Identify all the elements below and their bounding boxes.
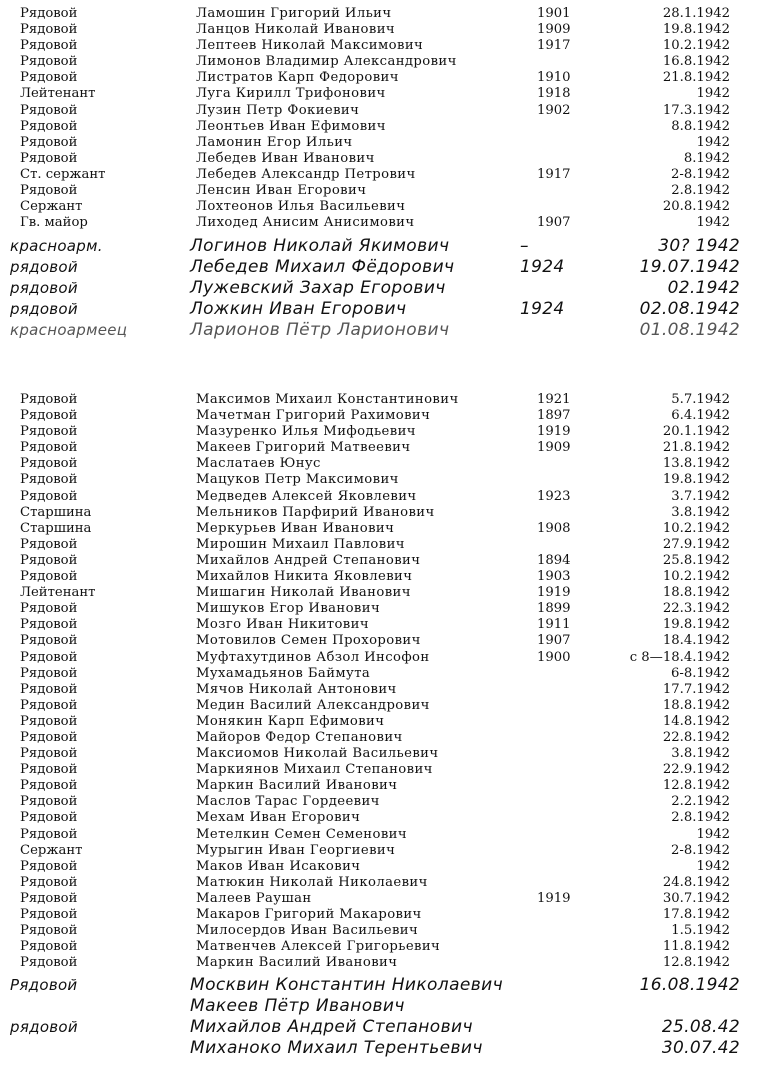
roster-entry [0,440,770,456]
entry-date: 17.3.1942 [662,102,730,118]
entry-rank: Гв. майор [20,215,88,231]
roster-entry [0,730,770,746]
entry-name: Лептеев Николай Максимович [196,38,424,54]
roster-entry [0,875,770,891]
entry-year: 1903 [537,569,571,585]
entry-date: 22.8.1942 [662,729,730,745]
entry-date: 22.9.1942 [662,762,730,778]
entry-date: 18.8.1942 [662,585,730,601]
roster-entry [0,392,770,408]
entry-name: Маслатаев Юнус [196,456,321,472]
roster-entry [0,778,770,794]
entry-name: Мячов Николай Антонович [196,681,397,697]
entry-date: 1942 [696,858,730,874]
entry-name: Лебедев Михаил Фёдорович [190,257,455,277]
entry-date: 1942 [696,826,730,842]
entry-rank: рядовой [10,300,78,318]
entry-name: Медин Василий Александрович [196,697,430,713]
entry-name: Михайлов Никита Яковлевич [196,569,413,585]
roster-entry [0,505,770,521]
entry-rank: Рядовой [20,22,78,38]
entry-name: Матюкин Николай Николаевич [196,874,428,890]
entry-date: 2.8.1942 [671,810,730,826]
entry-name: Москвин Константин Николаевич [190,975,504,995]
roster-entry [0,923,770,939]
entry-date: 17.8.1942 [662,907,730,922]
handwritten-entry [0,278,770,299]
roster-entry [0,810,770,826]
entry-name: Логинов Николай Якимович [190,236,450,256]
entry-rank: Рядовой [20,890,78,906]
entry-name: Мухамадьянов Баймута [196,665,371,681]
entry-rank: Ст. сержант [20,166,106,182]
entry-rank: Рядовой [20,6,78,21]
entry-name: Леонтьев Иван Ефимович [196,118,386,134]
entry-year: 1919 [537,424,571,440]
roster-entry [0,666,770,682]
entry-rank: Рядовой [20,54,78,70]
entry-rank: Рядовой [20,488,78,504]
entry-year: 1902 [537,102,571,118]
entry-year: 1908 [537,520,571,536]
entry-date: 11.8.1942 [662,939,730,955]
entry-name: Михайлов Андрей Степанович [196,552,421,568]
roster-entry [0,907,770,923]
roster-entry [0,54,770,70]
entry-rank: Старшина [20,520,92,536]
entry-rank: Рядовой [20,649,78,665]
entry-name: Мотовилов Семен Прохорович [196,633,421,649]
entry-date: 20.1.1942 [662,424,730,440]
entry-date: 02.1942 [667,278,740,298]
entry-date: 17.7.1942 [662,681,730,697]
entry-rank: Рядовой [20,38,78,54]
entry-name: Лиходед Анисим Анисимович [196,215,415,231]
entry-date: 02.08.1942 [639,299,740,319]
entry-year: 1910 [537,70,571,86]
entry-date: 19.07.1942 [639,257,740,277]
roster-entry [0,119,770,135]
entry-year: 1921 [537,392,571,407]
entry-year: 1917 [537,38,571,54]
entry-date: 10.2.1942 [662,520,730,536]
entry-rank: Сержант [20,842,83,858]
entry-name: Майоров Федор Степанович [196,729,403,745]
entry-name: Михайлов Андрей Степанович [190,1017,473,1037]
entry-rank: Рядовой [20,569,78,585]
entry-name: Мурыгин Иван Георгиевич [196,842,396,858]
roster-entry [0,456,770,472]
entry-date: 10.2.1942 [662,38,730,54]
entry-name: Макеев Пётр Иванович [190,996,405,1016]
entry-name: Ложкин Иван Егорович [190,299,407,319]
entry-name: Максимов Михаил Константинович [196,392,459,407]
entry-date: 5.7.1942 [671,392,730,407]
entry-date: 3.8.1942 [671,504,730,520]
entry-date: 8.1942 [683,150,730,166]
entry-year: 1919 [537,890,571,906]
roster-entry [0,199,770,215]
entry-date: 19.8.1942 [662,22,730,38]
entry-date: 24.8.1942 [662,874,730,890]
entry-rank: Рядовой [20,392,78,407]
entry-rank: красноармеец [10,321,128,339]
entry-year: 1911 [537,617,571,633]
entry-rank: Сержант [20,199,83,215]
handwritten-entry [0,1017,770,1038]
entry-date: 20.8.1942 [662,199,730,215]
entry-date: 1942 [696,86,730,102]
roster-entry [0,827,770,843]
roster-entry [0,617,770,633]
handwritten-entry [0,257,770,278]
roster-entry [0,633,770,649]
entry-year: 1897 [537,408,571,424]
entry-rank: Рядовой [20,601,78,617]
roster-entry [0,70,770,86]
entry-name: Мачетман Григорий Рахимович [196,408,431,424]
entry-name: Макеев Григорий Матвеевич [196,440,411,456]
roster-entry [0,472,770,488]
roster-entry [0,521,770,537]
entry-name: Макаров Григорий Макарович [196,907,422,922]
entry-date: 10.2.1942 [662,569,730,585]
entry-rank: Рядовой [20,70,78,86]
entry-name: Ламонин Егор Ильич [196,134,353,150]
entry-date: 12.8.1942 [662,955,730,971]
roster-entry [0,183,770,199]
entry-date: 27.9.1942 [662,536,730,552]
roster-entry [0,167,770,183]
roster-entry [0,939,770,955]
entry-rank: Рядовой [20,810,78,826]
entry-name: Мазуренко Илья Мифодьевич [196,424,416,440]
roster-entry [0,408,770,424]
roster-entry [0,891,770,907]
entry-date: 1942 [696,215,730,231]
entry-rank: Рядовой [20,794,78,810]
entry-year: 1900 [537,649,571,665]
entry-date: 3.8.1942 [671,746,730,762]
roster-entry [0,650,770,666]
entry-rank: Рядовой [20,858,78,874]
entry-rank: Рядовой [20,617,78,633]
entry-rank: Рядовой [20,729,78,745]
entry-name: Максиомов Николай Васильевич [196,746,439,762]
entry-date: 19.8.1942 [662,472,730,488]
entry-year: 1924 [520,299,565,319]
entry-rank: красноарм. [10,237,103,255]
entry-date: 1.5.1942 [671,923,730,939]
roster-entry [0,601,770,617]
entry-date: 12.8.1942 [662,778,730,794]
entry-name: Мехам Иван Егорович [196,810,361,826]
entry-date: 2-8.1942 [671,842,730,858]
entry-rank: Рядовой [20,472,78,488]
roster-entry [0,103,770,119]
entry-name: Мацуков Петр Максимович [196,472,399,488]
entry-date: 21.8.1942 [662,440,730,456]
roster-entry [0,859,770,875]
entry-name: Малеев Раушан [196,890,312,906]
entry-date: 1942 [696,134,730,150]
handwritten-entry [0,996,770,1017]
entry-year: – [520,236,529,256]
entry-rank: Рядовой [20,713,78,729]
entry-name: Лебедев Иван Иванович [196,150,375,166]
entry-rank: Рядовой [20,102,78,118]
entry-rank: Рядовой [20,536,78,552]
entry-name: Лужевский Захар Егорович [190,278,446,298]
entry-date: 28.1.1942 [662,6,730,21]
entry-name: Лузин Петр Фокиевич [196,102,360,118]
entry-rank: Рядовой [20,923,78,939]
entry-name: Муфтахутдинов Абзол Инсофон [196,649,430,665]
entry-name: Метелкин Семен Семенович [196,826,407,842]
entry-date: 30? 1942 [658,236,740,256]
entry-name: Монякин Карп Ефимович [196,713,385,729]
roster-entry [0,682,770,698]
entry-rank: Рядовой [20,440,78,456]
entry-rank: Рядовой [20,778,78,794]
entry-rank: Старшина [20,504,92,520]
handwritten-entry [0,320,770,341]
entry-rank: Рядовой [20,681,78,697]
entry-date: 21.8.1942 [662,70,730,86]
entry-rank: Рядовой [20,134,78,150]
handwritten-entry [0,1038,770,1059]
entry-name: Милосердов Иван Васильевич [196,923,419,939]
roster-entry [0,215,770,231]
handwritten-entry [0,236,770,257]
entry-rank: Рядовой [20,955,78,971]
entry-date: 25.08.42 [661,1017,740,1037]
entry-year: 1909 [537,440,571,456]
section-m-handwritten [0,975,770,1059]
entry-name: Миханоко Михаил Терентьевич [190,1038,483,1058]
entry-year: 1917 [537,166,571,182]
roster-entry [0,151,770,167]
entry-date: 25.8.1942 [662,552,730,568]
roster-entry [0,489,770,505]
entry-name: Ланцов Николай Иванович [196,22,396,38]
section-l-handwritten [0,236,770,341]
entry-date: 22.3.1942 [662,601,730,617]
entry-rank: Рядовой [20,826,78,842]
entry-date: 16.8.1942 [662,54,730,70]
entry-date: 01.08.1942 [639,320,740,340]
entry-rank: Рядовой [20,907,78,922]
entry-date: 16.08.1942 [639,975,740,995]
entry-rank: Лейтенант [20,86,96,102]
entry-rank: Рядовой [20,424,78,440]
entry-rank: Рядовой [20,456,78,472]
entry-year: 1907 [537,633,571,649]
entry-rank: Рядовой [20,183,78,199]
entry-name: Маслов Тарас Гордеевич [196,794,380,810]
section-l-names [0,6,770,231]
entry-year: 1909 [537,22,571,38]
entry-name: Маркин Василий Иванович [196,955,398,971]
entry-date: 3.7.1942 [671,488,730,504]
entry-name: Маркин Василий Иванович [196,778,398,794]
entry-date: 30.07.42 [661,1038,740,1058]
entry-date: 2-8.1942 [671,166,730,182]
entry-name: Матвенчев Алексей Григорьевич [196,939,441,955]
entry-year: 1924 [520,257,565,277]
entry-name: Ламошин Григорий Ильич [196,6,392,21]
roster-entry [0,22,770,38]
entry-rank: Рядовой [20,939,78,955]
entry-year: 1907 [537,215,571,231]
roster-entry [0,955,770,971]
entry-date: 2.2.1942 [671,794,730,810]
entry-name: Маркиянов Михаил Степанович [196,762,433,778]
entry-date: 19.8.1942 [662,617,730,633]
roster-entry [0,843,770,859]
roster-entry [0,424,770,440]
entry-rank: Рядовой [20,552,78,568]
entry-rank: Рядовой [20,118,78,134]
entry-name: Мозго Иван Никитович [196,617,369,633]
roster-entry [0,569,770,585]
roster-entry [0,537,770,553]
entry-date: 8.8.1942 [671,118,730,134]
entry-year: 1899 [537,601,571,617]
entry-name: Ленсин Иван Егорович [196,183,367,199]
entry-name: Маков Иван Исакович [196,858,361,874]
entry-name: Ларионов Пётр Ларионович [190,320,450,340]
roster-entry [0,86,770,102]
entry-name: Медведев Алексей Яковлевич [196,488,417,504]
roster-entry [0,746,770,762]
entry-name: Меркурьев Иван Иванович [196,520,395,536]
handwritten-entry [0,299,770,320]
entry-rank: Лейтенант [20,585,96,601]
entry-date: 6.4.1942 [671,408,730,424]
entry-date: с 8—18.4.1942 [629,649,730,665]
entry-name: Мишуков Егор Иванович [196,601,381,617]
entry-year: 1923 [537,488,571,504]
entry-name: Мельников Парфирий Иванович [196,504,435,520]
roster-entry [0,553,770,569]
roster-entry [0,762,770,778]
entry-name: Мирошин Михаил Павлович [196,536,405,552]
entry-rank: Рядовой [10,976,78,994]
roster-entry [0,6,770,22]
entry-rank: Рядовой [20,697,78,713]
entry-name: Лохтеонов Илья Васильевич [196,199,406,215]
entry-name: Лебедев Александр Петрович [196,166,416,182]
entry-date: 18.4.1942 [662,633,730,649]
entry-name: Листратов Карп Федорович [196,70,399,86]
entry-rank: Рядовой [20,762,78,778]
roster-entry [0,714,770,730]
roster-entry [0,794,770,810]
entry-year: 1919 [537,585,571,601]
roster-entry [0,585,770,601]
entry-rank: Рядовой [20,665,78,681]
entry-year: 1901 [537,6,571,21]
entry-rank: Рядовой [20,746,78,762]
handwritten-entry [0,975,770,996]
section-m-names [0,392,770,971]
entry-name: Луга Кирилл Трифонович [196,86,386,102]
entry-date: 2.8.1942 [671,183,730,199]
entry-rank: Рядовой [20,408,78,424]
entry-name: Лимонов Владимир Александрович [196,54,457,70]
entry-date: 18.8.1942 [662,697,730,713]
entry-date: 14.8.1942 [662,713,730,729]
entry-year: 1894 [537,552,571,568]
entry-rank: рядовой [10,279,78,297]
entry-date: 6-8.1942 [671,665,730,681]
entry-rank: рядовой [10,1018,78,1036]
roster-entry [0,135,770,151]
roster-entry [0,698,770,714]
entry-rank: Рядовой [20,150,78,166]
entry-date: 30.7.1942 [662,890,730,906]
entry-rank: рядовой [10,258,78,276]
entry-year: 1918 [537,86,571,102]
roster-entry [0,38,770,54]
entry-rank: Рядовой [20,633,78,649]
entry-rank: Рядовой [20,874,78,890]
entry-date: 13.8.1942 [662,456,730,472]
entry-name: Мишагин Николай Иванович [196,585,411,601]
